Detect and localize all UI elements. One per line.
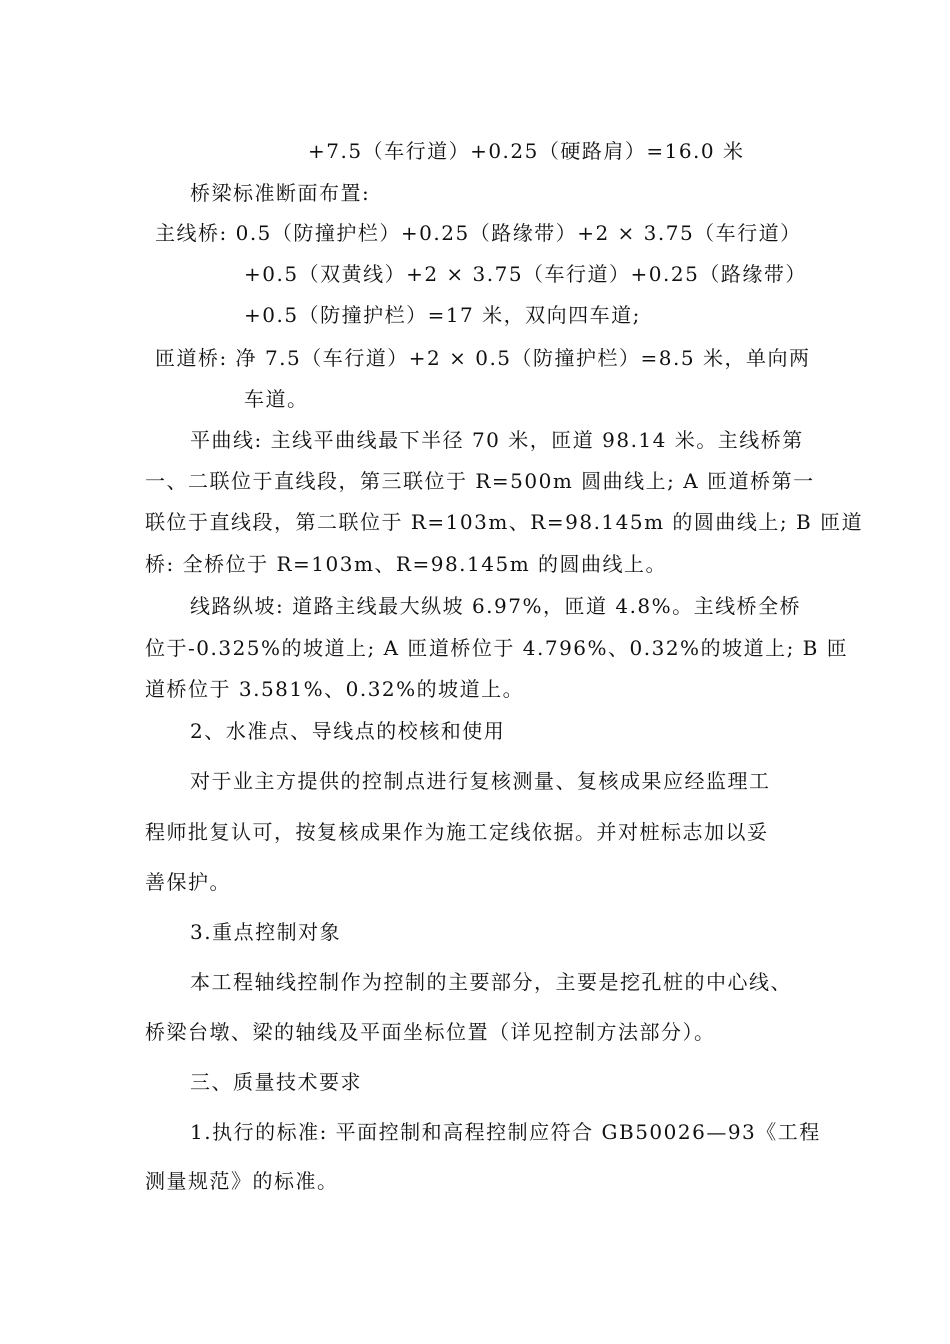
text-line-11: 桥: 全桥位于 R=103m、R=98.145m 的圆曲线上。 (145, 552, 668, 576)
text-line-3: 主线桥: 0.5（防撞护栏）+0.25（路缘带）+2 × 3.75（车行道） (155, 221, 802, 245)
text-line-8: 平曲线: 主线平曲线最下半径 70 米，匝道 98.14 米。主线桥第 (190, 428, 804, 452)
text-line-10: 联位于直线段，第二联位于 R=103m、R=98.145m 的圆曲线上; B 匝道 (145, 510, 864, 534)
text-line-13: 位于-0.325%的坡道上; A 匝道桥位于 4.796%、0.32%的坡道上; B 匝 (145, 636, 849, 660)
text-line-5: +0.5（防撞护栏）=17 米，双向四车道; (244, 303, 641, 327)
text-line-12: 线路纵坡: 道路主线最大纵坡 6.97%，匝道 4.8%。主线桥全桥 (190, 594, 802, 618)
text-line-2: 桥梁标准断面布置: (190, 181, 371, 205)
text-line-20: 本工程轴线控制作为控制的主要部分，主要是挖孔桩的中心线、 (190, 970, 792, 994)
text-line-21: 桥梁台墩、梁的轴线及平面坐标位置（详见控制方法部分）。 (145, 1020, 716, 1044)
text-line-23: 1.执行的标准: 平面控制和高程控制应符合 GB50026—93《工程 (190, 1120, 821, 1144)
text-line-15: 2、水准点、导线点的校核和使用 (190, 719, 506, 743)
text-line-24: 测量规范》的标准。 (145, 1169, 339, 1193)
text-line-1: +7.5（车行道）+0.25（硬路肩）=16.0 米 (308, 139, 745, 163)
text-line-9: 一、二联位于直线段，第三联位于 R=500m 圆曲线上; A 匝道桥第一 (145, 469, 815, 493)
text-line-6: 匝道桥: 净 7.5（车行道）+2 × 0.5（防撞护栏）=8.5 米，单向两 (155, 346, 811, 370)
text-line-22: 三、质量技术要求 (190, 1070, 362, 1094)
text-line-4: +0.5（双黄线）+2 × 3.75（车行道）+0.25（路缘带） (244, 262, 807, 286)
text-line-7: 车道。 (244, 387, 309, 411)
text-line-19: 3.重点控制对象 (190, 920, 342, 944)
text-line-14: 道桥位于 3.581%、0.32%的坡道上。 (145, 677, 525, 701)
text-line-17: 程师批复认可，按复核成果作为施工定线依据。并对桩标志加以妥 (145, 820, 769, 844)
text-line-16: 对于业主方提供的控制点进行复核测量、复核成果应经监理工 (190, 769, 771, 793)
text-line-18: 善保护。 (145, 870, 231, 894)
